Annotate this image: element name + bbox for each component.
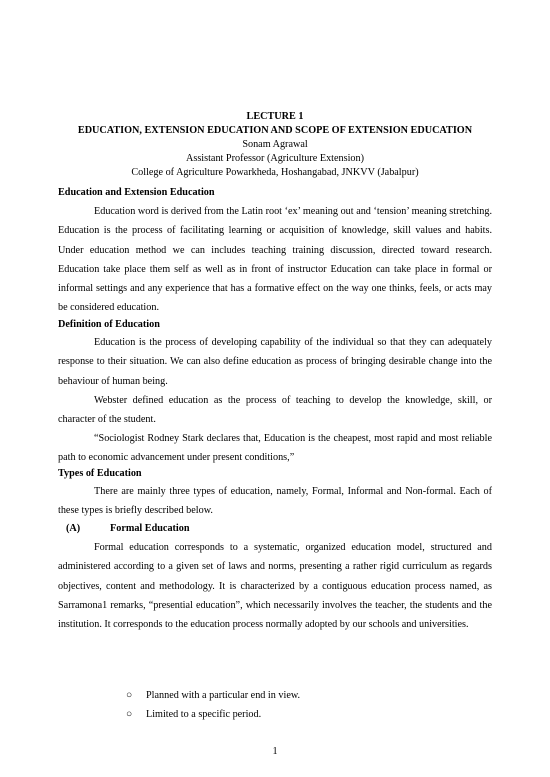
paragraph-education-origin: Education word is derived from the Latin root ‘ex’ meaning out and ‘tension’ meaning stretching. Education is the process of facilitating learning or acquisition of knowledge, skill values and habits. Under education method we can includes teaching training discussion, directed toward research. Education take place them self as well as in front of instructor Education can take place in formal or informal settings and any experience that has a formative effect on the way one thinks, feels, or acts may be considered education. bbox=[58, 206, 492, 314]
paragraph-webster: Webster defined education as the process of teaching to develop the knowledge, skill, or character of the student. bbox=[58, 395, 492, 426]
subheading-title: Formal Education bbox=[110, 523, 190, 534]
paragraph-definition: Education is the process of developing capability of the individual so that they can adequately response to their situation. We can also define education as process of bringing desirable change into the behaviour of human being. bbox=[58, 337, 492, 387]
paragraph-types-intro: There are mainly three types of education, namely, Formal, Informal and Non-formal. Each of these types is briefly described below. bbox=[58, 486, 492, 517]
lecture-title: EDUCATION, EXTENSION EDUCATION AND SCOPE OF EXTENSION EDUCATION bbox=[77, 125, 473, 136]
page-number: 1 bbox=[272, 746, 278, 757]
section-heading-types: Types of Education bbox=[58, 468, 142, 479]
list-item: ○ Limited to a specific period. bbox=[126, 705, 300, 724]
subheading-formal-education bbox=[66, 522, 190, 536]
bullet-list bbox=[126, 686, 300, 725]
section-heading-education-extension: Education and Extension Education bbox=[58, 187, 215, 198]
paragraph-formal-education: Formal education corresponds to a systematic, organized education model, structured and administered according to a given set of laws and norms, presenting a rather rigid curriculum as regards objectives, content and methodology. It is characterized by a contiguous education process named, as Sarramona1 remarks, “presential education”, which necessarily involves the teacher, the students and the institution. It corresponds to the education process normally adopted by our schools and universities. bbox=[58, 542, 492, 631]
subheading-letter: (A) bbox=[66, 523, 81, 534]
section-heading-definition: Definition of Education bbox=[58, 319, 160, 330]
paragraph-stark-quote: “Sociologist Rodney Stark declares that, Education is the cheapest, most rapid and most reliable path to economic advancement under present conditions,” bbox=[58, 433, 492, 464]
list-item: ○ Planned with a particular end in view. bbox=[126, 686, 300, 705]
lecture-number: LECTURE 1 bbox=[246, 111, 304, 122]
author-position: Assistant Professor (Agriculture Extension) bbox=[186, 153, 364, 164]
circle-bullet-icon: ○ bbox=[126, 709, 133, 721]
author-college: College of Agriculture Powarkheda, Hoshangabad, JNKVV (Jabalpur) bbox=[131, 167, 419, 178]
circle-bullet-icon: ○ bbox=[126, 690, 133, 701]
author-name: Sonam Agrawal bbox=[242, 139, 308, 150]
